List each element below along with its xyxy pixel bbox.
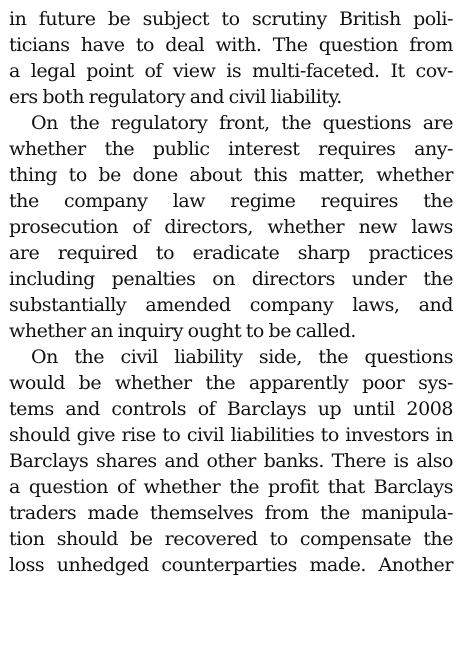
text-line: thing to be done about this matter, whether [9, 164, 453, 186]
text-line: On the regulatory front, the questions are [31, 112, 453, 134]
text-line: traders made themselves from the manipula- [9, 502, 453, 524]
text-line: a question of whether the profit that Barclays [9, 476, 453, 498]
text-line: including penalties on directors under the [9, 268, 453, 290]
text-line: in future be subject to scrutiny British poli- [9, 8, 453, 30]
text-line: would be whether the apparently poor sys- [9, 372, 453, 394]
text-line: tion should be recovered to compensate the [9, 528, 453, 550]
text-line: loss unhedged counterparties made. Another [9, 554, 453, 576]
text-line: whether an inquiry ought to be called. [9, 320, 357, 342]
text-line: are required to eradicate sharp practices [9, 242, 453, 264]
text-line: ticians have to deal with. The question from [9, 34, 453, 56]
text-line: whether the public interest requires any- [9, 138, 453, 160]
text-line: Barclays shares and other banks. There is also [9, 450, 453, 472]
text-line: ers both regulatory and civil liability. [9, 86, 342, 108]
text-line: tems and controls of Barclays up until 2008 [9, 398, 453, 420]
text-line: should give rise to civil liabilities to investors in [9, 424, 453, 446]
text-line: substantially amended company laws, and [9, 294, 453, 316]
text-line: On the civil liability side, the questions [31, 346, 453, 368]
text-line: a legal point of view is multi-faceted. It cov- [9, 60, 453, 82]
text-line: the company law regime requires the [9, 190, 453, 212]
text-line: prosecution of directors, whether new laws [9, 216, 453, 238]
